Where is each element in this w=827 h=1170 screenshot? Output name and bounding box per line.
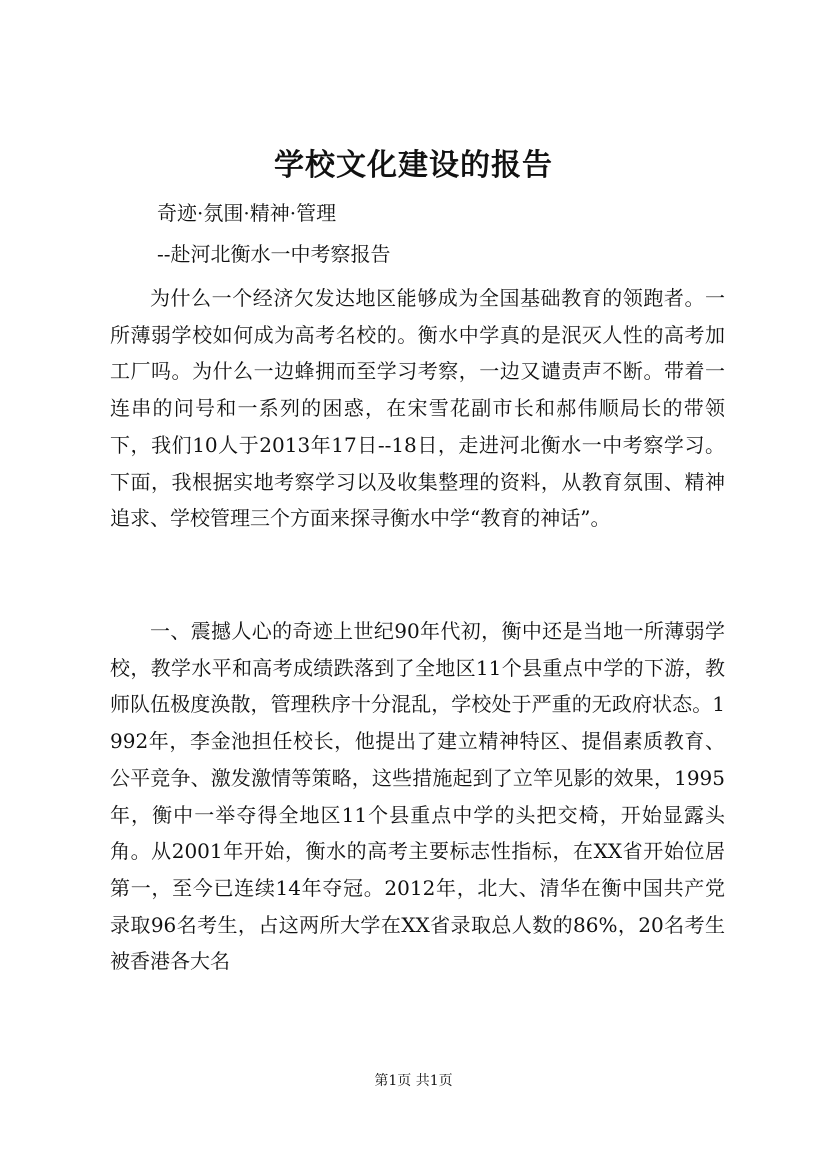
document-subtitle: 奇迹·氛围·精神·管理 bbox=[157, 201, 337, 225]
document-subheading: --赴河北衡水一中考察报告 bbox=[157, 242, 391, 266]
document-title: 学校文化建设的报告 bbox=[274, 148, 553, 183]
page-footer: 第1页 共1页 bbox=[374, 1073, 453, 1089]
body-paragraph-section-one: 一、震撼人心的奇迹上世纪90年代初，衡中还是当地一所薄弱学校，教学水平和高考成绩跌落到了全地区11个县重点中学的下游，教师队伍极度涣散，管理秩序十分混乱，学校处于严重的无政府状态。1992年，李金池担任校长，他提出了建立精神特区、提倡素质教育、公平竞争、激发激情等策略，这些措施起到了立竿见影的效果，1995年，衡中一举夺得全地区11个县重点中学的头把交椅，开始显露头角。从2001年开始，衡水的高考主要标志性指标，在XX省开始位居第一，至今已连续14年夺冠。2012年，北大、清华在衡中国共产党录取96名考生，占这两所大学在XX省录取总人数的86%，20名考生被香港各大名 bbox=[110, 619, 725, 974]
body-paragraph-intro: 为什么一个经济欠发达地区能够成为全国基础教育的领跑者。一所薄弱学校如何成为高考名校的。衡水中学真的是泯灭人性的高考加工厂吗。为什么一边蜂拥而至学习考察，一边又谴责声不断。带着一连串的问号和一系列的困惑，在宋雪花副市长和郝伟顺局长的带领下，我们10人于2013年17日--18日，走进河北衡水一中考察学习。下面，我根据实地考察学习以及收集整理的资料，从教育氛围、精神追求、学校管理三个方面来探寻衡水中学“教育的神话”。 bbox=[110, 286, 725, 531]
